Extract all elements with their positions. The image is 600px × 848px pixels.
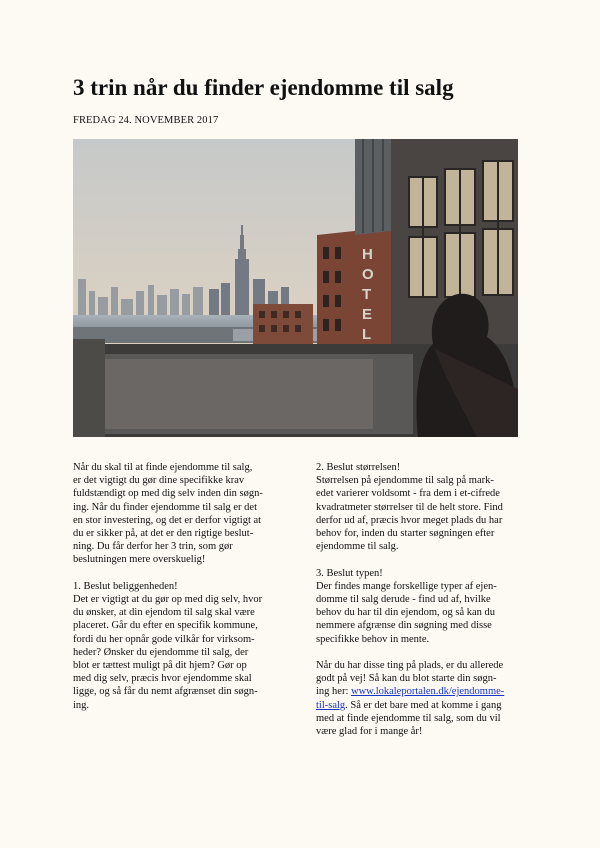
closing-paragraph: Når du har disse ting på plads, er du allerede godt på vej! Så kan du blot starte din søgn- ing her: www.lokaleportalen.dk/ejendomme- til-salg. Så er det bare med at komme i gang med at finde ejendomme til salg, som du vil være glad for i mange år!: [316, 660, 505, 738]
sign-letter: T: [362, 286, 372, 303]
intro-paragraph: Når du skal til at finde ejendomme til salg, er det vigtigt du gør dine specifikke krav fuldstændigt op med dig selv inden din søgn- ing. Når du finder ejendomme til salg er det en stor investering, og det er derfor vigtigt at du er sikker på, at det er den rigtige beslut- ning. Du får derfor her 3 trin, som gør beslutningen mere overskuelig!: [73, 462, 263, 566]
article-photo: [73, 139, 518, 437]
lokaleportalen-link[interactable]: www.lokaleportalen.dk/ejendomme-: [351, 686, 505, 698]
sign-letter: L: [362, 326, 372, 343]
page-title: 3 trin når du finder ejendomme til salg: [73, 75, 454, 100]
step3-section: 3. Beslut typen! Der findes mange forskellige typer af ejen- domme til salg derude - find ud af, hvilke behov du har til din ejendom, og så kan du nemmere afgrænse din søgning med disse specifikke behov in mente.: [316, 567, 528, 646]
left-column: [73, 461, 285, 725]
step1-heading: 1. Beslut beliggenheden!: [73, 580, 178, 592]
step3-heading: 3. Beslut typen!: [316, 567, 383, 579]
sign-letter: H: [362, 246, 373, 263]
sign-letter: O: [362, 266, 374, 283]
sign-letter: E: [362, 306, 373, 323]
lokaleportalen-link-continued[interactable]: til-salg: [316, 699, 346, 711]
publish-date: FREDAG 24. NOVEMBER 2017: [73, 115, 219, 126]
step2-heading: 2. Beslut størrelsen!: [316, 462, 401, 473]
right-column: [316, 461, 528, 751]
step1-section: 1. Beslut beliggenheden! Det er vigtigt at du gør op med dig selv, hvor du ønsker, at din ejendom til salg skal være placeret. Går du efter en specifik kommune, fordi du her opnår gode vilkår for virksom- heder? Ønsker du ejendomme til salg, der blot er tættest muligt på dit hjem? Gør op med dig selv, præcis hvor ejendomme skal ligge, og så får du nemt afgrænset din søgn- ing.: [73, 580, 285, 712]
step2-section: 2. Beslut størrelsen! Størrelsen på ejendomme til salg på mark- edet varierer voldsomt - fra dem i et-cifrede kvadratmeter størrelser til de helt store. Find derfor ud af, præcis hvor meget plads du har behov for, inden du starter søgningen efter ejendomme til salg.: [316, 461, 528, 553]
